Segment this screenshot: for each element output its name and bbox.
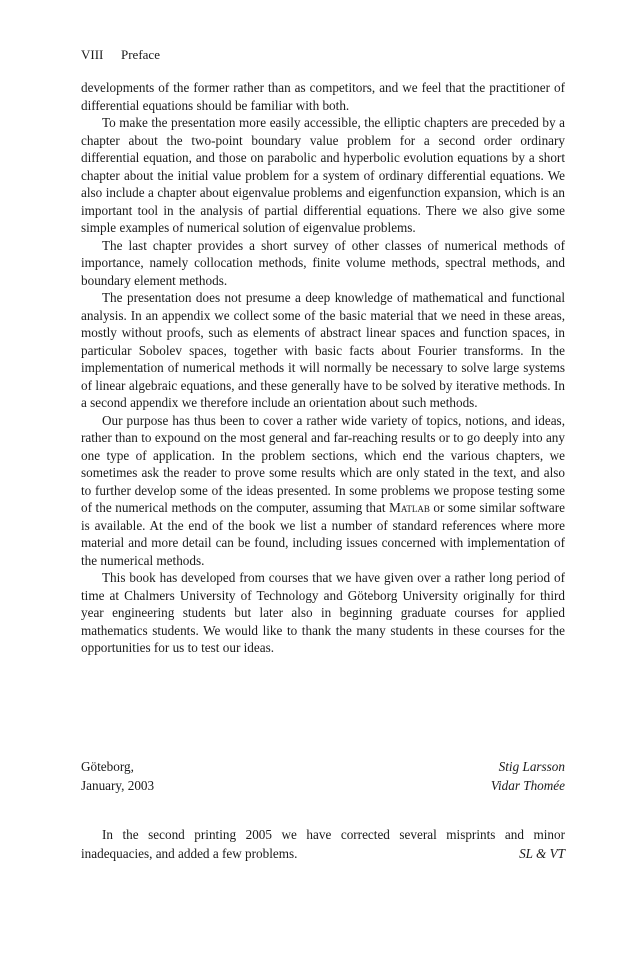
- preface-body: [81, 79, 565, 657]
- signature-author-1: Stig Larsson: [498, 759, 565, 774]
- paragraph-presentation: To make the presentation more easily accessible, the elliptic chapters are preceded by a chapter about the two-point boundary value problem for a second order ordinary differential equation, and those on parabolic and hyperbolic evolution equations by a short chapter about the initial value problem for a system of ordinary differential equations. We also include a chapter about eigenvalue problems and eigenfunction expansion, which is an important tool in the analysis of partial differential equations. There we also give some simple examples of numerical solution of eigenvalue problems.: [81, 115, 565, 235]
- signature-place: Göteborg,: [81, 759, 134, 774]
- software-name: Matlab: [389, 500, 430, 515]
- second-printing-text: [81, 825, 565, 863]
- signature-block: [81, 757, 565, 795]
- signature-date: January, 2003: [81, 778, 155, 793]
- running-header: [81, 47, 160, 63]
- paragraph-last-chapter: The last chapter provides a short survey of other classes of numerical methods of importance, namely collocation methods, finite volume methods, spectral methods, and boundary element methods.: [81, 237, 565, 288]
- second-printing-note: [81, 825, 565, 863]
- signature-author-2: Vidar Thomée: [490, 778, 565, 793]
- signature-row-1: [81, 757, 565, 776]
- purpose-text-before: Our purpose has thus been to cover a rather wide variety of topics, notions, and ideas, rather than to expound on the most general and far-reaching results or to go deeply into any one type of application. In the problem sections, which end the various chapters, we sometimes ask the reader to prove some results which are only stated in the text, and also to further develop some of the ideas presented. In some problems we propose testing some of the numerical methods on the computer, assuming that: [81, 412, 565, 515]
- paragraph-continued: developments of the former rather than as competitors, and we feel that the practitioner of differential equations should be familiar with both.: [81, 80, 565, 113]
- note-initials: SL & VT: [519, 846, 565, 861]
- second-printing-sentence: In the second printing 2005 we have corrected several misprints and minor inadequacies, and added a few problems.: [81, 827, 565, 861]
- signature-row-2: [81, 776, 565, 795]
- paragraph-acknowledgement: This book has developed from courses that we have given over a rather long period of time at Chalmers University of Technology and Göteborg University originally for third year engineering students but later also in beginning graduate courses for applied mathematics students. We would like to thank the many students in these courses for the opportunities for us to test our ideas.: [81, 570, 565, 655]
- running-title: Preface: [121, 47, 160, 62]
- page-number: VIII: [81, 47, 104, 62]
- purpose-text-after: or some similar software is available. At the end of the book we list a number of standard references where more material and more detail can be found, including issues concerned with implementation of the numerical methods.: [81, 500, 565, 568]
- paragraph-prerequisites: The presentation does not presume a deep knowledge of mathematical and functional analysis. In an appendix we collect some of the basic material that we need in these areas, mostly without proofs, such as elements of abstract linear spaces and function spaces, in particular Sobolev spaces, together with basic facts about Fourier transforms. In the implementation of numerical methods it will normally be necessary to solve large systems of linear algebraic equations, and these generally have to be solved by iterative methods. In a second appendix we therefore include an orientation about such methods.: [81, 290, 565, 410]
- paragraph-purpose: [81, 412, 565, 570]
